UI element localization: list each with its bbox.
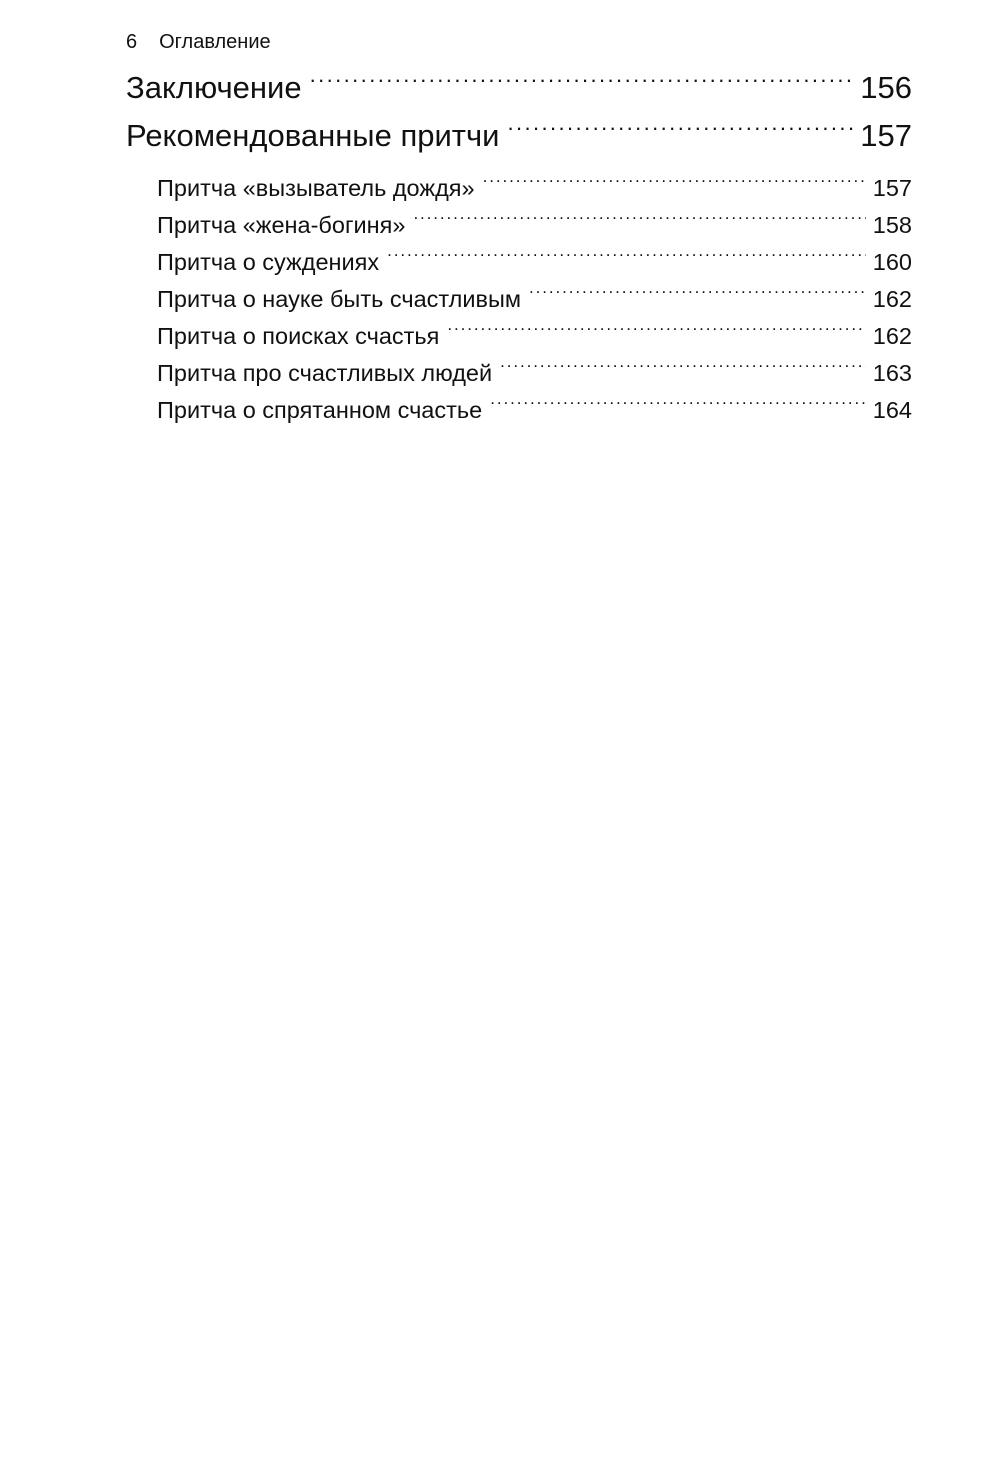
toc-subentry-page: 164 <box>872 397 912 423</box>
toc-entry-conclusion[interactable] <box>126 66 912 114</box>
toc-subentry-title: Притча «жена-богиня» <box>157 212 406 238</box>
dot-leader <box>483 173 866 197</box>
toc-subentry[interactable] <box>157 244 912 281</box>
toc-subentry[interactable] <box>157 281 912 318</box>
toc-subentry-page: 162 <box>872 286 912 312</box>
toc-entry-recommended-parables[interactable] <box>126 114 912 162</box>
section-gap <box>126 162 912 170</box>
toc-subentry-page: 158 <box>872 212 912 238</box>
toc-subentry-page: 157 <box>872 175 912 201</box>
dot-leader <box>310 67 855 98</box>
toc-subentry-page: 163 <box>872 360 912 386</box>
dot-leader <box>447 321 866 345</box>
dot-leader <box>413 210 866 234</box>
toc-entry-page: 156 <box>860 70 912 105</box>
page-number: 6 <box>126 31 138 53</box>
dot-leader <box>529 284 866 308</box>
toc-subentry-title: Притча про счастливых людей <box>157 360 493 386</box>
toc-subentry-title: Притча о суждениях <box>157 249 380 275</box>
toc-subentry[interactable] <box>157 355 912 392</box>
dot-leader <box>387 247 866 271</box>
toc-subentry-title: Притча о поисках счастья <box>157 323 440 349</box>
dot-leader <box>500 358 866 382</box>
toc-subentry-title: Притча о науке быть счастливым <box>157 286 522 312</box>
toc-entry-page: 157 <box>860 118 912 153</box>
running-head <box>126 30 271 54</box>
toc-subentry[interactable] <box>157 170 912 207</box>
toc-subentry-title: Притча «вызыватель дождя» <box>157 175 475 201</box>
dot-leader <box>507 115 854 146</box>
toc-subentry[interactable] <box>157 207 912 244</box>
running-head-title: Оглавление <box>159 31 271 53</box>
toc-subentry[interactable] <box>157 392 912 429</box>
toc-subentry-page: 162 <box>872 323 912 349</box>
toc-subentry[interactable] <box>157 318 912 355</box>
toc-subentry-page: 160 <box>872 249 912 275</box>
toc-entry-title: Заключение <box>126 70 302 105</box>
dot-leader <box>490 395 866 419</box>
toc-entry-title: Рекомендованные притчи <box>126 118 500 153</box>
table-of-contents <box>126 66 912 429</box>
toc-subentry-title: Притча о спрятанном счастье <box>157 397 483 423</box>
